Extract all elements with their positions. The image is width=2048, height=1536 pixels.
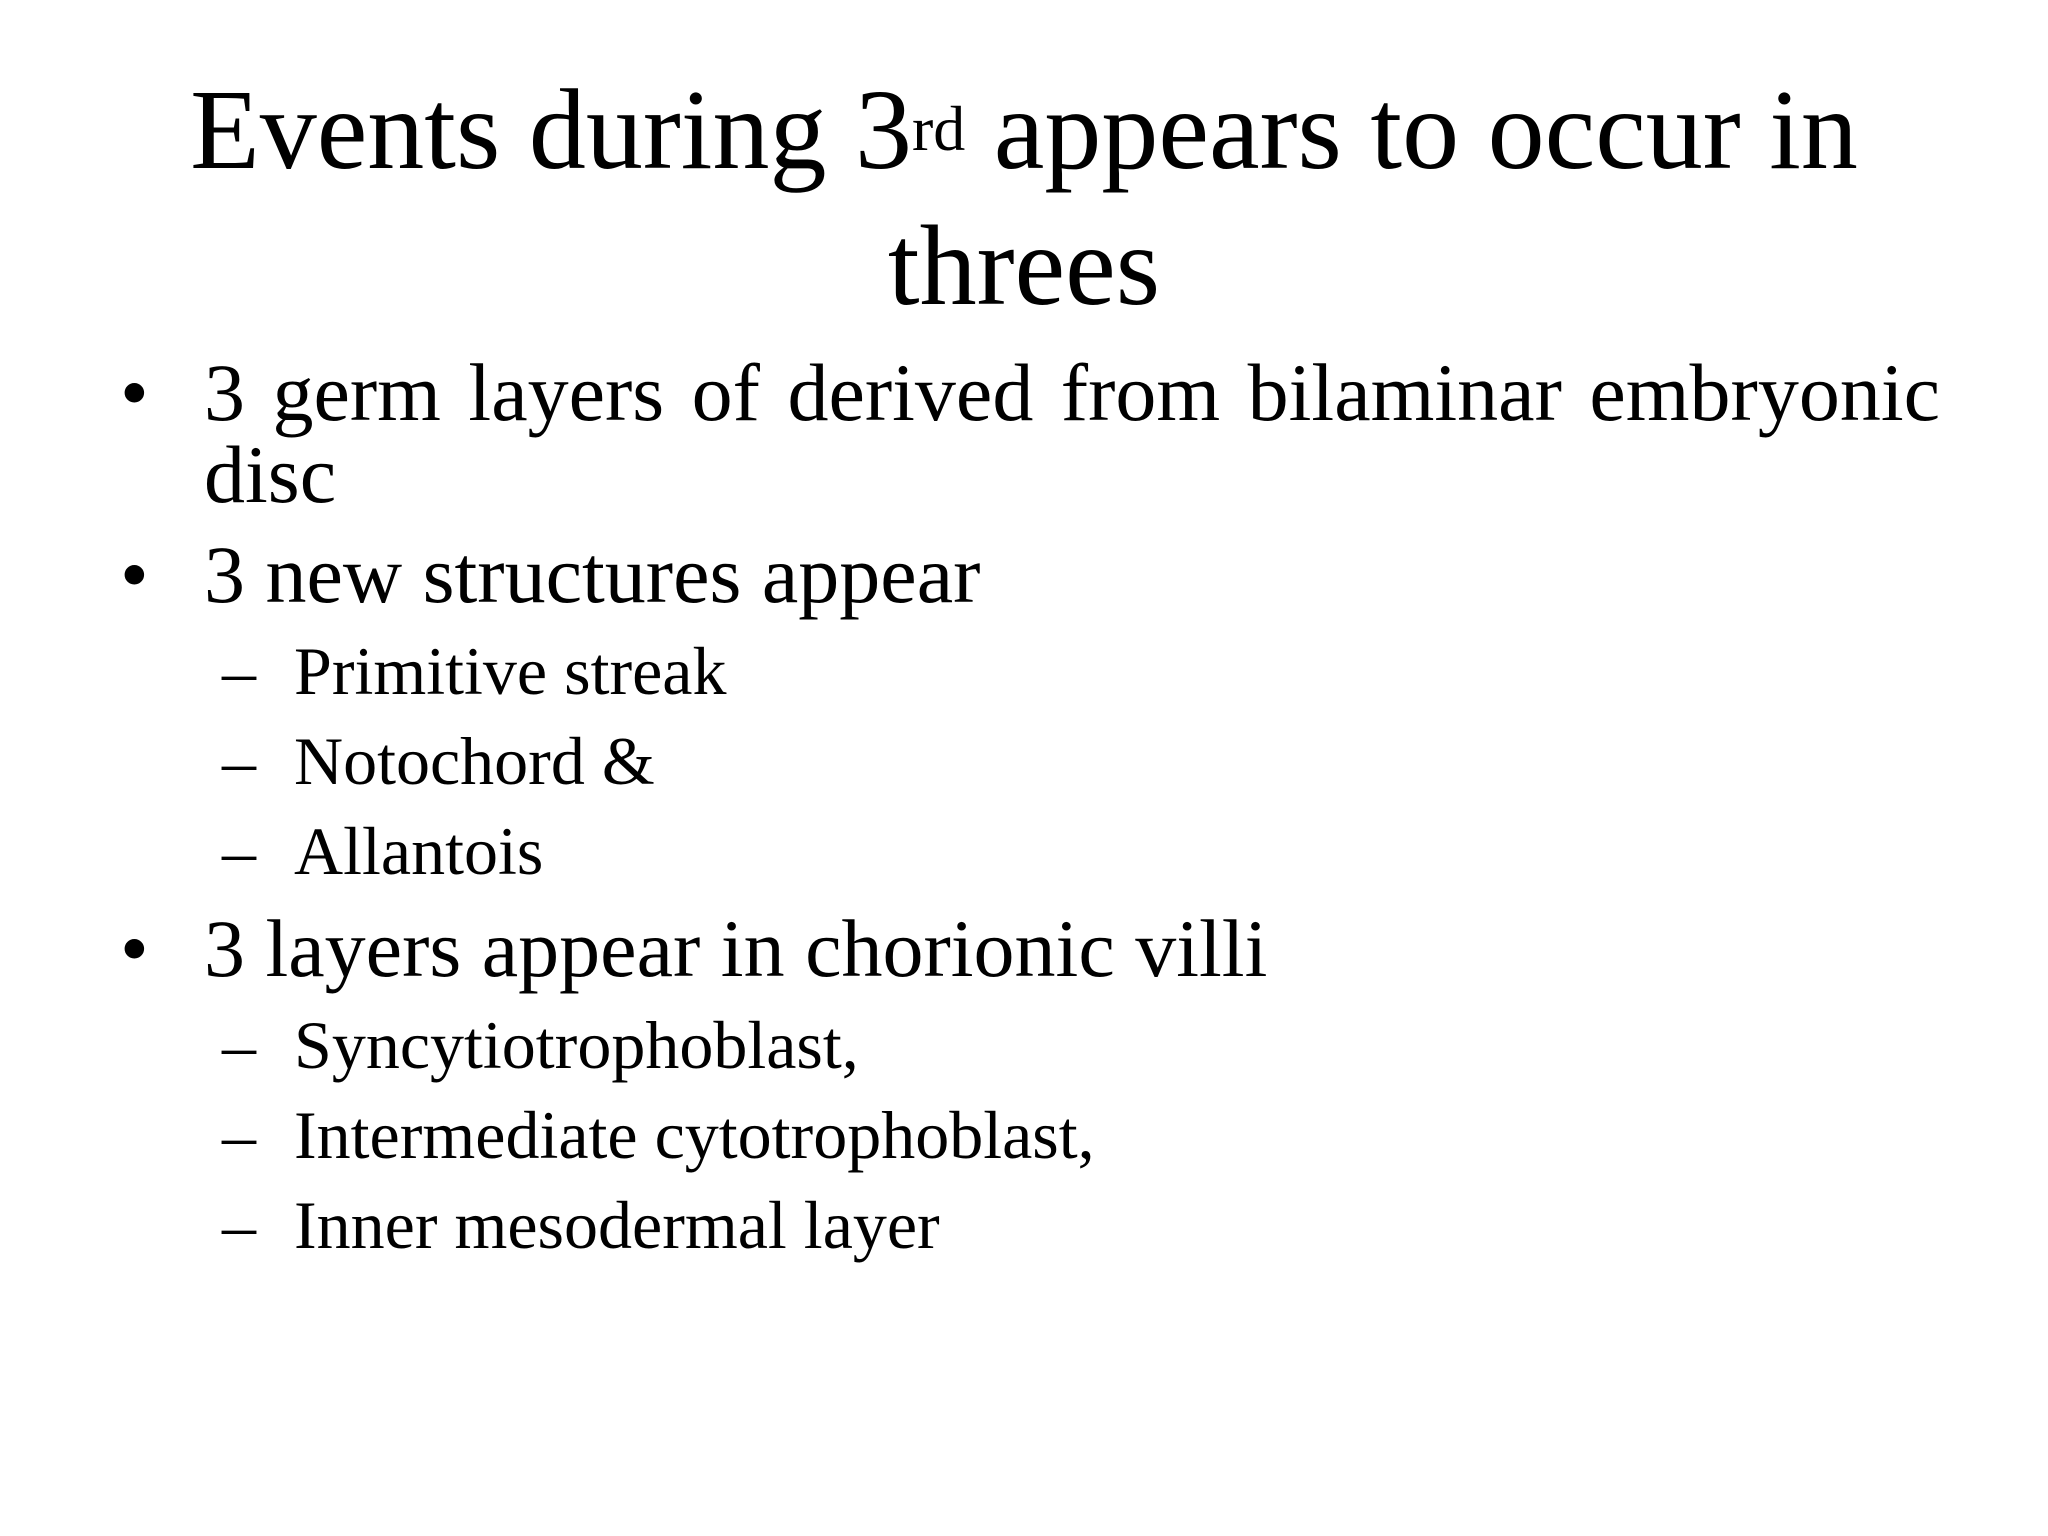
- sub-bullet-text: Inner mesodermal layer: [294, 1187, 940, 1263]
- sub-bullet-item: [120, 1090, 1940, 1180]
- title-superscript: rd: [911, 93, 966, 164]
- sub-bullet-marker: –: [222, 1187, 256, 1263]
- bullet-text: 3 germ layers of derived from bilaminar embryonic disc: [204, 347, 1940, 520]
- sub-bullet-list: [120, 1000, 1940, 1270]
- bullet-item: [120, 529, 1940, 620]
- bullet-text: 3 layers appear in chorionic villi: [204, 903, 1268, 994]
- sub-bullet-text: Allantois: [294, 813, 544, 889]
- sub-bullet-list: [120, 626, 1940, 896]
- bullet-list: [120, 347, 1940, 1270]
- title-prefix: Events during 3: [190, 66, 912, 193]
- bullet-item: [120, 903, 1940, 994]
- sub-bullet-item: [120, 1000, 1940, 1090]
- sub-bullet-item: [120, 1180, 1940, 1270]
- sub-bullet-marker: –: [222, 1097, 256, 1173]
- sub-bullet-text: Primitive streak: [294, 633, 727, 709]
- bullet-text: 3 new structures appear: [204, 529, 981, 620]
- slide-title: [100, 62, 1948, 334]
- sub-bullet-marker: –: [222, 813, 256, 889]
- bullet-marker: •: [120, 529, 149, 620]
- sub-bullet-item: [120, 626, 1940, 716]
- sub-bullet-marker: –: [222, 1007, 256, 1083]
- sub-bullet-text: Notochord &: [294, 723, 655, 799]
- bullet-marker: •: [120, 347, 149, 438]
- sub-bullet-text: Syncytiotrophoblast,: [294, 1007, 859, 1083]
- bullet-marker: •: [120, 903, 149, 994]
- title-suffix: appears to occur in threes: [887, 66, 1858, 329]
- sub-bullet-item: [120, 716, 1940, 806]
- bullet-item: [120, 347, 1940, 520]
- sub-bullet-marker: –: [222, 633, 256, 709]
- sub-bullet-item: [120, 806, 1940, 896]
- sub-bullet-text: Intermediate cytotrophoblast,: [294, 1097, 1095, 1173]
- sub-bullet-marker: –: [222, 723, 256, 799]
